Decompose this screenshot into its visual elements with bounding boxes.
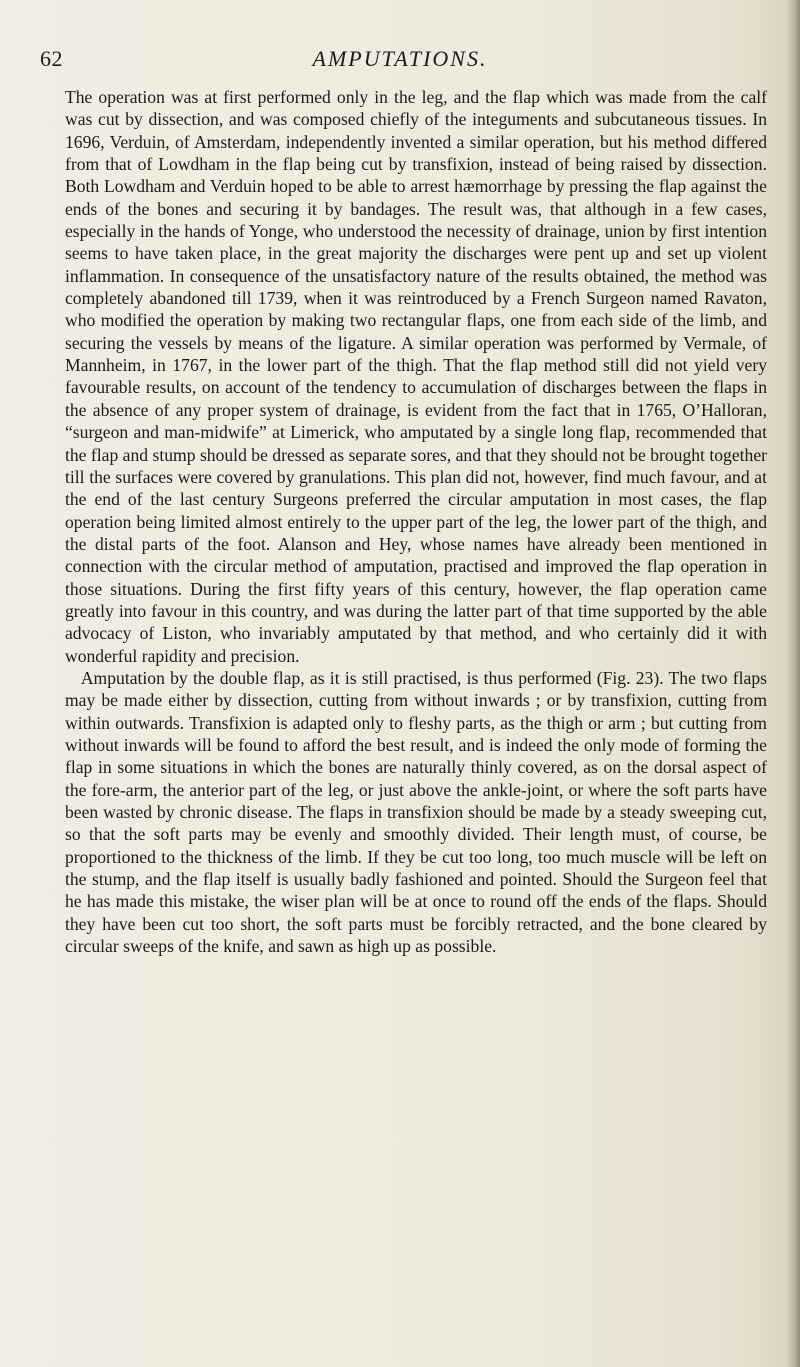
paragraph: The operation was at first performed only in the leg, and the flap which was made from the calf was cut by dissection, and was composed chiefly of the integuments and subcutaneous tissues. In 1696, Verduin, of Amsterdam, independently invented a similar operation, but his method differed from that of Lowdham in the flap being cut by transfixion, instead of being raised by dissection. Both Lowdham and Verduin hoped to be able to arrest hæmorrhage by pressing the flap against the ends of the bones and securing it by bandages. The result was, that although in a few cases, especially in the hands of Yonge, who understood the necessity of drainage, union by first intention seems to have taken place, in the great majority the discharges were pent up and set up violent inflammation. In consequence of the unsatisfactory nature of the results obtained, the method was completely abandoned till 1739, when it was reintroduced by a French Surgeon named Ravaton, who modified the operation by making two rectangular flaps, one from each side of the limb, and securing the vessels by means of the ligature. A similar operation was performed by Vermale, of Mannheim, in 1767, in the lower part of the thigh. That the flap method still did not yield very favourable results, on account of the tendency to accumulation of discharges between the flaps in the absence of any proper system of drainage, is evident from the fact that in 1765, O’Halloran, “surgeon and man-midwife” at Limerick, who amputated by a single long flap, recommended that the flap and stump should be dressed as separate sores, and that they should not be brought together till the surfaces were covered by granulations. This plan did not, however, find much favour, and at the end of the last century Surgeons preferred the circular amputation in most cases, the flap operation being limited almost entirely to the upper part of the leg, the lower part of the thigh, and the distal parts of the foot. Alanson and Hey, whose names have already been mentioned in connection with the circular method of amputation, practised and improved the flap operation in those situations. During the first fifty years of this century, however, the flap operation came greatly into favour in this country, and was during the latter part of that time supported by the able advocacy of Liston, who invariably amputated by that method, and who certainly did it with wonderful rapidity and precision.	[65, 87, 767, 666]
running-head: AMPUTATIONS.	[312, 46, 488, 71]
paragraph: Amputation by the double flap, as it is still practised, is thus performed (Fig. 23). The two flaps may be made either by dissection, cutting from without inwards ; or by transfixion, cutting from within outwards. Transfixion is adapted only to fleshy parts, as the thigh or arm ; but cutting from without inwards will be found to afford the best result, and is indeed the only mode of forming the flap in some situations in which the bones are naturally thinly covered, as on the dorsal aspect of the fore-arm, the anterior part of the leg, or just above the ankle-joint, or where the soft parts have been wasted by chronic disease. The flaps in transfixion should be made by a steady sweeping cut, so that the soft parts may be evenly and smoothly divided. Their length must, of course, be proportioned to the thickness of the limb. If they be cut too long, too much muscle will be left on the stump, and the flap itself is usually badly fashioned and pointed. Should the Surgeon feel that he has made this mistake, the wiser plan will be at once to round off the ends of the flaps. Should they have been cut too short, the soft parts must be forcibly retracted, and the bone cleared by circular sweeps of the knife, and sawn as high up as possible.	[65, 667, 767, 957]
page-number: 62	[40, 46, 63, 71]
body-text	[65, 86, 767, 957]
page-header	[40, 46, 760, 78]
page-edge-shadow	[786, 0, 800, 1367]
